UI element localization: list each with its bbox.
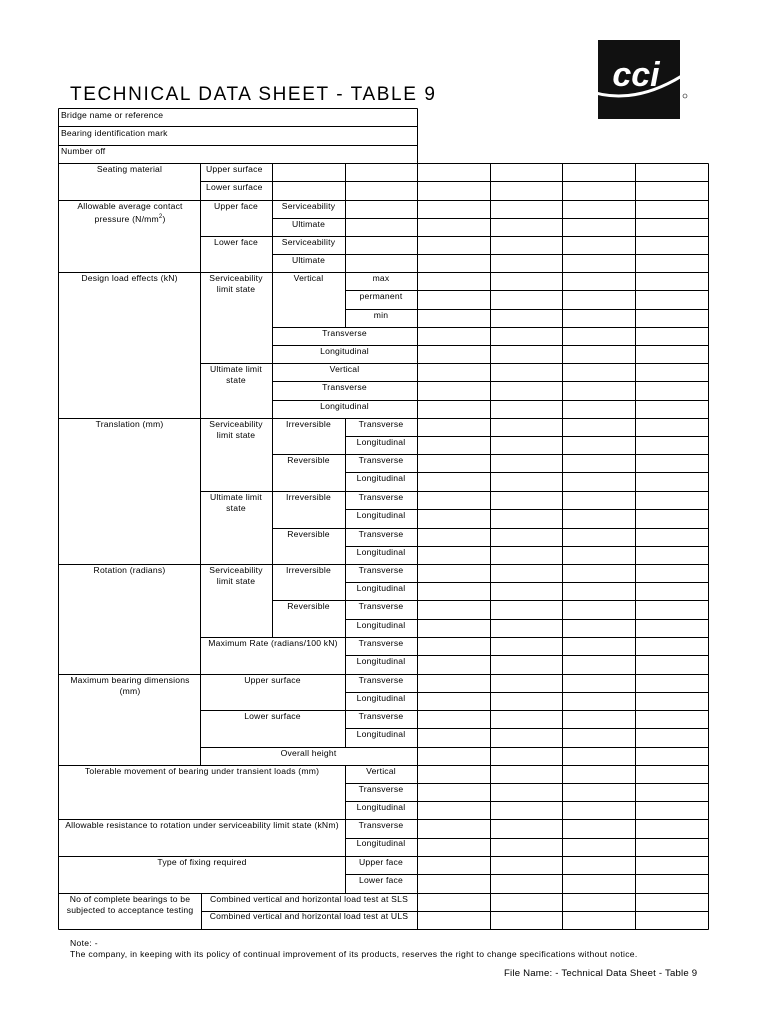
sub-label-longitudinal: Longitudinal (320, 401, 369, 411)
row-label-no-bearings: No of complete bearings to be subjected to acceptance testing (66, 894, 194, 915)
sub-label-lower-face: Lower face (358, 875, 404, 885)
sub-label-transverse: Transverse (358, 529, 404, 539)
sub-label-longitudinal: Longitudinal (356, 583, 406, 593)
page-title: TECHNICAL DATA SHEET - TABLE 9 (70, 84, 437, 105)
sub-label-sls: Serviceability limit state (209, 273, 263, 294)
sub-label-transverse: Transverse (322, 328, 367, 338)
sub-label-transverse: Transverse (322, 382, 367, 392)
sub-label-longitudinal: Longitudinal (356, 729, 406, 739)
sub-label-longitudinal: Longitudinal (356, 620, 406, 630)
sub-label-reversible: Reversible (287, 455, 330, 465)
sub-label-lower-surface: Lower surface (244, 711, 301, 721)
sub-label-overall-height: Overall height (280, 748, 337, 758)
sub-label-irreversible: Irreversible (286, 565, 331, 575)
row-label-translation: Translation (mm) (95, 419, 164, 429)
sub-label-longitudinal: Longitudinal (356, 547, 406, 557)
sub-label-vertical: Vertical (329, 364, 360, 374)
sub-label-transverse: Transverse (358, 492, 404, 502)
row-label-seating-material: Seating material (96, 164, 163, 174)
sub-label-permanent: permanent (359, 291, 403, 301)
sub-label-longitudinal: Longitudinal (356, 656, 406, 666)
sub-label-combined-sls: Combined vertical and horizontal load test at SLS (209, 894, 408, 904)
sub-label-upper-face: Upper face (213, 201, 259, 211)
sub-label-longitudinal: Longitudinal (356, 437, 406, 447)
row-label-bearing-mark: Bearing identification mark (61, 128, 168, 138)
sub-label-sls: Serviceability limit state (209, 419, 263, 440)
row-label-design-load: Design load effects (kN) (81, 273, 178, 283)
sub-label-irreversible: Irreversible (286, 492, 331, 502)
sub-label-transverse: Transverse (358, 419, 404, 429)
sub-label-lower-surface: Lower surface (206, 182, 263, 192)
sub-label-transverse: Transverse (358, 675, 404, 685)
sub-label-min: min (373, 310, 389, 320)
sub-label-longitudinal: Longitudinal (356, 473, 406, 483)
sub-label-transverse: Transverse (358, 638, 404, 648)
sub-label-ultimate: Ultimate (291, 255, 326, 265)
sub-label-upper-face: Upper face (358, 857, 404, 867)
sub-label-vertical: Vertical (366, 766, 396, 776)
sub-label-uls: Ultimate limit state (210, 364, 262, 385)
sub-label-longitudinal: Longitudinal (320, 346, 369, 356)
sub-label-serviceability: Serviceability (281, 201, 336, 211)
sub-label-longitudinal: Longitudinal (356, 802, 406, 812)
sub-label-transverse: Transverse (358, 455, 404, 465)
row-label-number-off: Number off (61, 146, 106, 156)
file-name: File Name: - Technical Data Sheet - Table 9 (504, 968, 698, 979)
sub-label-transverse: Transverse (358, 711, 404, 721)
sub-label-max: max (372, 273, 390, 283)
sub-label-sls: Serviceability limit state (209, 565, 263, 586)
sub-label-transverse: Transverse (358, 565, 404, 575)
row-label-max-dims: Maximum bearing dimensions (mm) (70, 675, 190, 696)
row-label-rotation: Rotation (radians) (93, 565, 166, 575)
note-label: Note: - (70, 938, 98, 948)
sub-label-longitudinal: Longitudinal (356, 510, 406, 520)
sub-label-combined-uls: Combined vertical and horizontal load test at ULS (209, 911, 409, 921)
row-label-allowable-resistance: Allowable resistance to rotation under serviceability limit state (kNm) (65, 820, 339, 830)
row-label-bridge-name: Bridge name or reference (61, 110, 164, 120)
sub-label-transverse: Transverse (358, 784, 404, 794)
svg-text:cci: cci (612, 56, 660, 94)
sub-label-transverse: Transverse (358, 820, 404, 830)
sub-label-serviceability: Serviceability (281, 237, 336, 247)
sub-label-upper-surface: Upper surface (206, 164, 263, 174)
sub-label-reversible: Reversible (287, 601, 330, 611)
row-label-tolerable-movement: Tolerable movement of bearing under transient loads (mm) (84, 766, 320, 776)
sub-label-max-rate: Maximum Rate (radians/100 kN) (208, 638, 338, 648)
sub-label-longitudinal: Longitudinal (356, 838, 406, 848)
sub-label-uls: Ultimate limit state (210, 492, 262, 513)
sub-label-lower-face: Lower face (213, 237, 259, 247)
row-label-allowable-contact: Allowable average contact pressure $(N/mm^2)$ (77, 201, 183, 224)
note-text: The company, in keeping with its policy of continual improvement of its products, reserves the right to change specifications without notice. (70, 949, 638, 959)
sub-label-vertical: Vertical (293, 273, 324, 283)
sub-label-transverse: Transverse (358, 601, 404, 611)
sub-label-upper-surface: Upper surface (244, 675, 301, 685)
sub-label-irreversible: Irreversible (286, 419, 331, 429)
row-label-type-fixing: Type of fixing required (157, 857, 247, 867)
sub-label-ultimate: Ultimate (291, 219, 326, 229)
sub-label-longitudinal: Longitudinal (356, 693, 406, 703)
sub-label-reversible: Reversible (287, 529, 330, 539)
